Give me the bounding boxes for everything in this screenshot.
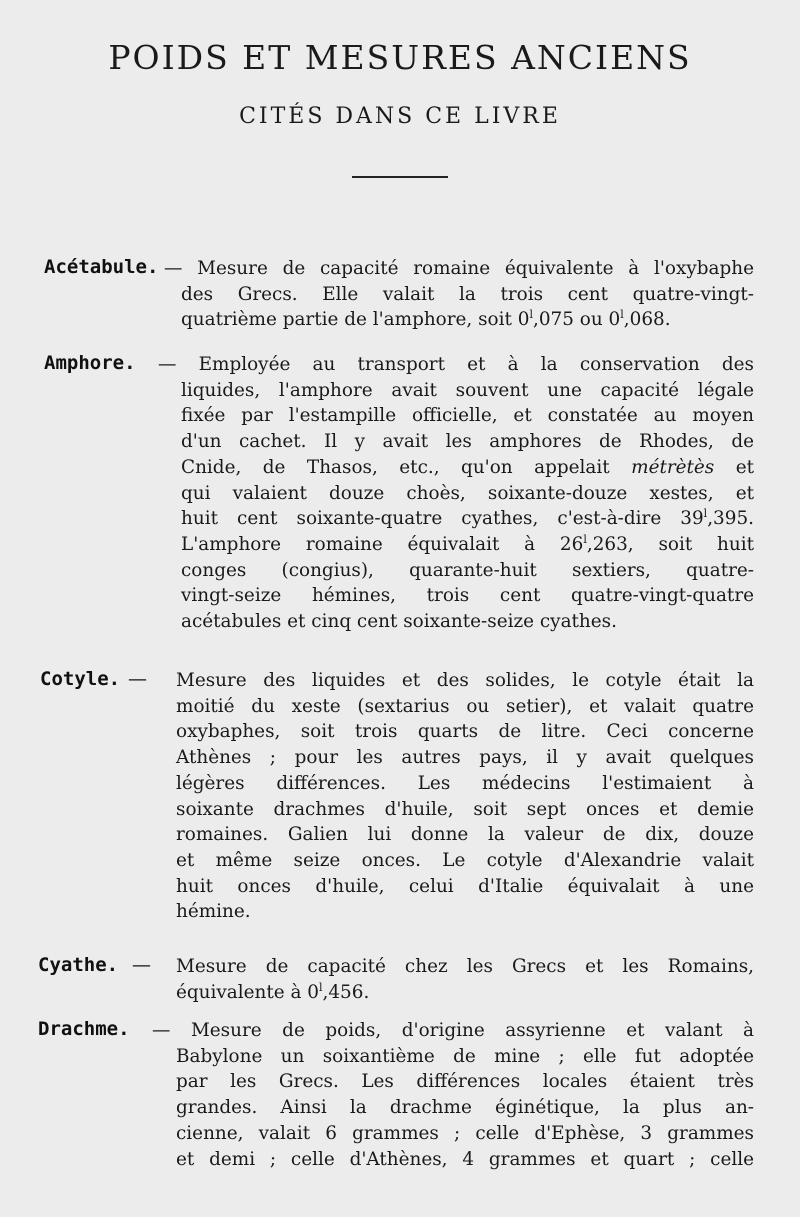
entry-line: quatrième partie de l'amphore, soit 0$^l$,075 ou 0$^l$,068. <box>181 308 671 331</box>
entry-line: — Mesure de capacité romaine équivalente à l'oxybaphe <box>164 258 754 279</box>
entry-term: Acétabule. <box>44 256 159 278</box>
entry-term: Cyathe. <box>38 954 119 976</box>
page-subtitle: CITÉS DANS CE LIVRE <box>239 104 561 129</box>
entry-body <box>158 352 754 635</box>
entry-line: qui valaient douze choès, soixante-douze xestes, et <box>181 482 754 504</box>
entry-line: vingt-seize hémines, trois cent quatre-vingt-quatre <box>181 585 754 607</box>
entry-line: Mesure de capacité chez les Grecs et les Romains, <box>176 956 754 977</box>
entry-line: Cnide, de Thasos, etc., qu'on appelait métrètès et <box>181 456 754 478</box>
entry-line: fixée par l'estampille officielle, et constatée au moyen <box>181 405 754 427</box>
page-title: POIDS ET MESURES ANCIENS <box>108 38 692 77</box>
entry-line: hémine. <box>176 901 251 923</box>
entry-term: Amphore. <box>44 352 136 374</box>
entry-line: — Employée au transport et à la conservation des <box>158 354 754 375</box>
entry-line: par les Grecs. Les différences locales étaient très <box>176 1071 754 1093</box>
entry-dash: — <box>132 954 151 976</box>
entry-line: cienne, valait 6 grammes ; celle d'Ephèse, 3 grammes <box>176 1122 754 1144</box>
entry-body <box>176 668 754 925</box>
entry-line: L'amphore romaine équivalait à 26$^l$,263, soit huit <box>181 532 754 555</box>
entry-line: d'un cachet. Il y avait les amphores de Rhodes, de <box>181 431 754 453</box>
entry-line: Mesure des liquides et des solides, le cotyle était la <box>176 670 754 691</box>
entry-line: légères différences. Les médecins l'estimaient à <box>176 772 754 794</box>
entry-line: et même seize onces. Le cotyle d'Alexandrie valait <box>176 849 754 871</box>
entry-line: oxybaphes, soit trois quarts de litre. Ceci concerne <box>176 721 754 743</box>
entry-term: Drachme. <box>38 1018 130 1040</box>
entry-line: des Grecs. Elle valait la trois cent quatre-vingt- <box>181 283 754 305</box>
entry-line: grandes. Ainsi la drachme éginétique, la plus an- <box>176 1097 754 1119</box>
entry-line: huit cent soixante-quatre cyathes, c'est-à-dire 39$^l$,395. <box>181 507 754 530</box>
entry-dash: — <box>128 668 147 690</box>
entry-line: acétabules et cinq cent soixante-seize cyathes. <box>181 611 617 633</box>
entry-line: romaines. Galien lui donne la valeur de dix, douze <box>176 824 754 846</box>
entry-line: — Mesure de poids, d'origine assyrienne et valant à <box>152 1020 754 1041</box>
entry-line: Babylone un soixantième de mine ; elle fut adoptée <box>176 1045 754 1067</box>
entry-body <box>152 1018 754 1172</box>
entry-line: Athènes ; pour les autres pays, il y avait quelques <box>176 747 754 769</box>
entry-body <box>164 256 754 333</box>
entry-line: équivalente à 0$^l$,456. <box>176 980 370 1003</box>
title-divider <box>352 176 448 178</box>
entry-line: liquides, l'amphore avait souvent une capacité légale <box>181 379 754 401</box>
entry-line: conges (congius), quarante-huit sextiers, quatre- <box>181 559 754 581</box>
entry-body <box>176 954 754 1005</box>
entry-line: et demi ; celle d'Athènes, 4 grammes et quart ; celle <box>176 1148 754 1170</box>
entry-term: Cotyle. <box>40 668 121 690</box>
entry-line: soixante drachmes d'huile, soit sept onces et demie <box>176 798 754 820</box>
entry-line: moitié du xeste (sextarius ou setier), et valait quatre <box>176 695 754 717</box>
entry-line: huit onces d'huile, celui d'Italie équivalait à une <box>176 875 754 897</box>
